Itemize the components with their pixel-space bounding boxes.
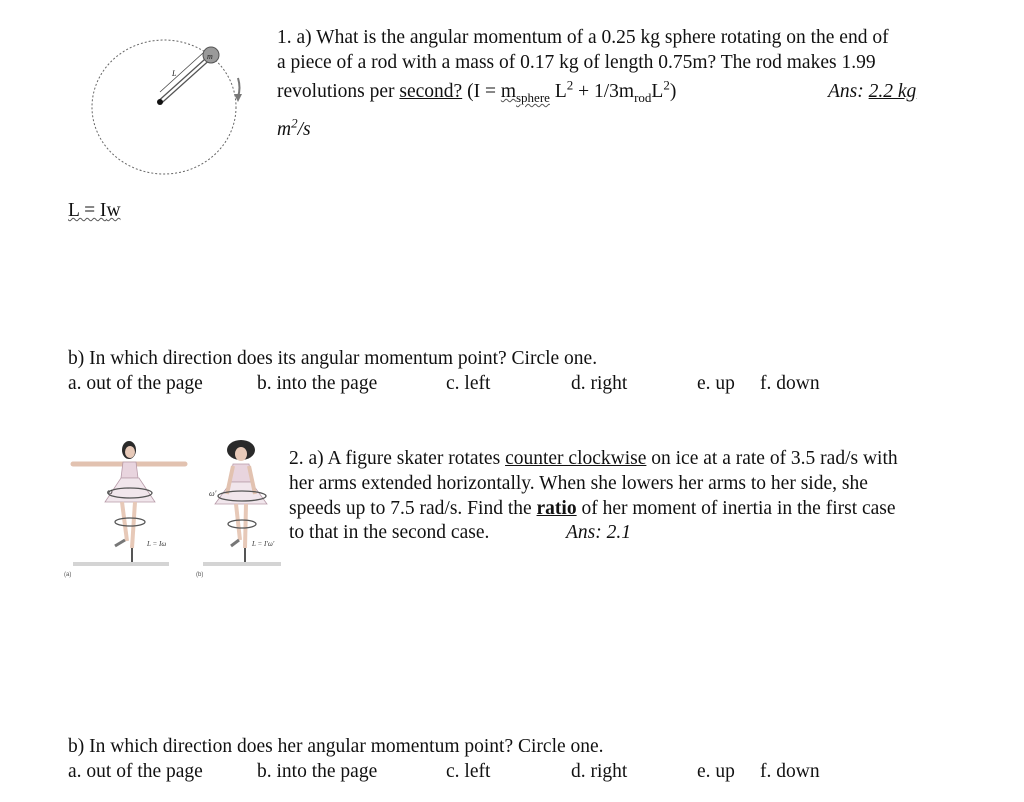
panel-a-label: (a) xyxy=(64,572,72,578)
formula-rod-subscript: rod xyxy=(634,89,652,105)
q1-formula-open: (I = xyxy=(462,81,501,102)
q1-ans-value: 2.2 kg xyxy=(868,81,917,102)
q2-choice-e[interactable]: e. up xyxy=(697,761,735,782)
formula-sphere-subscript: sphere xyxy=(516,89,550,105)
q2-counter-clockwise: counter clockwise xyxy=(505,448,647,469)
q1-line-3-start: revolutions per xyxy=(277,81,400,102)
mass-label: m xyxy=(207,52,213,61)
rotating-sphere-diagram xyxy=(88,34,253,179)
q1-line-2: a piece of a rod with a mass of 0.17 kg of length 0.75m? The rod makes 1.99 xyxy=(277,52,876,73)
L-b-label: L = I′ω′ xyxy=(252,540,275,548)
ans-unit-exp: 2 xyxy=(291,115,298,131)
q2-ratio: ratio xyxy=(536,498,577,519)
q2-line-1 xyxy=(289,447,898,472)
q2-line-2: her arms extended horizontally. When she lowers her arms to her side, she xyxy=(289,473,868,494)
q1-choice-d[interactable]: d. right xyxy=(571,373,628,394)
q2-part-b-question: b) In which direction does her angular momentum point? Circle one. xyxy=(68,736,604,757)
q1-line-1: 1. a) What is the angular momentum of a 0.25 kg sphere rotating on the end of xyxy=(277,27,889,48)
q1-choice-c[interactable]: c. left xyxy=(446,373,491,394)
q2-line-3 xyxy=(289,497,896,522)
formula-m: m xyxy=(500,81,516,102)
ans-unit-m: m xyxy=(277,119,292,140)
formula-omega: w xyxy=(106,200,121,221)
angular-momentum-formula xyxy=(68,199,121,224)
q2-line-1-start: 2. a) A figure skater rotates xyxy=(289,448,506,469)
q1-ans-unit xyxy=(277,115,311,143)
formula-L: L xyxy=(549,81,567,102)
formula-exp-2: 2 xyxy=(663,77,670,93)
q1-second-link: second? xyxy=(399,81,463,102)
omega-b-label: ω′ xyxy=(209,489,217,498)
q2-answer: Ans: 2.1 xyxy=(566,522,631,543)
L-a-label: L = Iω xyxy=(147,540,167,548)
q1-choice-e[interactable]: e. up xyxy=(697,373,735,394)
q1-part-b-question: b) In which direction does its angular momentum point? Circle one. xyxy=(68,348,598,369)
q1-answer xyxy=(828,80,916,105)
q1-choice-f[interactable]: f. down xyxy=(760,373,820,394)
figure-skater-illustration xyxy=(55,436,285,581)
q2-choice-a[interactable]: a. out of the page xyxy=(68,761,203,782)
omega-a-label: ω xyxy=(107,487,113,496)
q2-line-4: to that in the second case. xyxy=(289,522,490,543)
ans-unit-s: /s xyxy=(297,119,311,140)
skater-a-figure xyxy=(73,441,185,562)
q2-line-3-start: speeds up to 7.5 rad/s. Find the xyxy=(289,498,537,519)
formula-exp-1: 2 xyxy=(566,77,574,93)
formula-L-eq: L = I xyxy=(68,200,107,221)
formula-L2: L xyxy=(651,81,664,102)
q1-choice-b[interactable]: b. into the page xyxy=(257,373,378,394)
q1-choice-a[interactable]: a. out of the page xyxy=(68,373,203,394)
q2-line-1-end: on ice at a rate of 3.5 rad/s with xyxy=(646,448,898,469)
q2-line-3-end: of her moment of inertia in the first case xyxy=(576,498,896,519)
formula-mid: + 1/3m xyxy=(573,81,635,102)
q2-choice-b[interactable]: b. into the page xyxy=(257,761,378,782)
panel-b-label: (b) xyxy=(196,572,204,578)
q2-choice-c[interactable]: c. left xyxy=(446,761,491,782)
q2-choice-d[interactable]: d. right xyxy=(571,761,628,782)
q2-choice-f[interactable]: f. down xyxy=(760,761,820,782)
length-label: L xyxy=(172,69,177,78)
q1-line-3 xyxy=(277,77,677,105)
formula-close: ) xyxy=(669,81,677,102)
q1-ans-label: Ans: xyxy=(828,81,869,102)
